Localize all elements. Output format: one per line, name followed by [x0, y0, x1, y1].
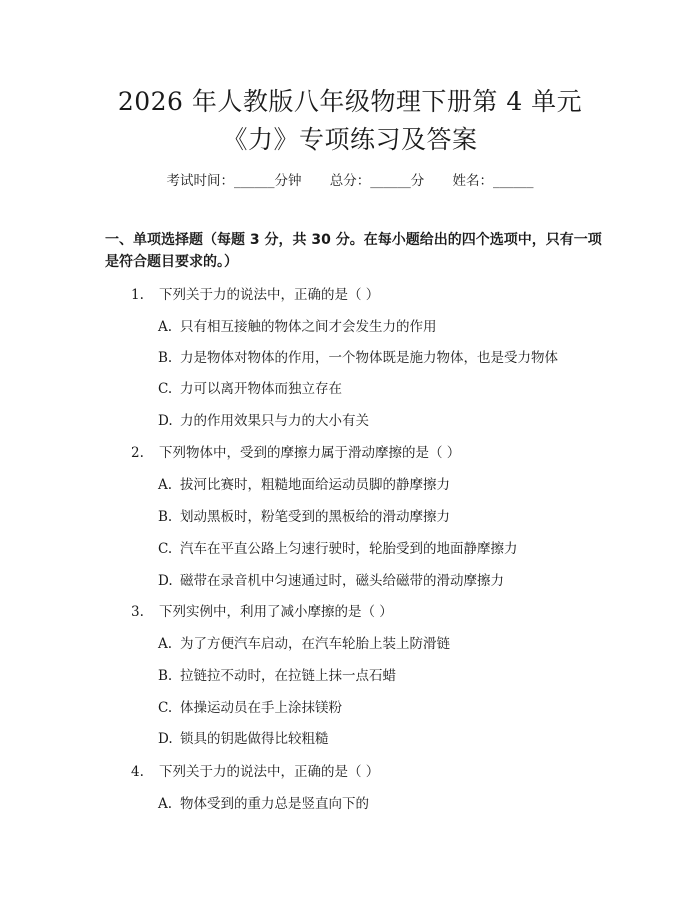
- page-title-line-2: 《力》专项练习及答案: [222, 125, 478, 154]
- option-text: 汽车在平直公路上匀速行驶时，轮胎受到的地面静摩擦力: [180, 541, 518, 557]
- question-2-option-d: [158, 569, 504, 589]
- question-1-option-d: [158, 409, 369, 429]
- option-letter: B.: [158, 668, 173, 684]
- question-3-option-d: [158, 727, 329, 747]
- question-number: 2.: [131, 445, 144, 461]
- option-text: 拔河比赛时，粗糙地面给运动员脚的静摩擦力: [180, 477, 450, 493]
- question-3: [131, 600, 393, 620]
- question-2-option-b: [158, 505, 450, 525]
- question-4-option-a: [158, 792, 369, 812]
- question-3-option-c: [158, 696, 342, 716]
- option-letter: C.: [158, 381, 173, 397]
- question-number: 1.: [131, 287, 144, 303]
- page-title-line-1: 2026 年人教版八年级物理下册第 4 单元: [117, 87, 583, 116]
- option-letter: C.: [158, 541, 173, 557]
- question-1-option-b: [158, 346, 558, 366]
- question-2-option-a: [158, 473, 450, 493]
- question-2: [131, 441, 460, 461]
- question-3-option-a: [158, 632, 450, 652]
- option-letter: B.: [158, 350, 173, 366]
- option-letter: B.: [158, 509, 173, 525]
- option-letter: A.: [158, 319, 173, 335]
- option-text: 锁具的钥匙做得比较粗糙: [180, 731, 329, 747]
- option-letter: D.: [158, 413, 173, 429]
- section-heading: 一、单项选择题（每题 3 分，共 30 分。在每小题给出的四个选项中，只有一项是符合题目要求的。）: [105, 232, 602, 270]
- question-text: 下列物体中，受到的摩擦力属于滑动摩擦的是（ ）: [159, 445, 461, 461]
- option-text: 体操运动员在手上涂抹镁粉: [180, 700, 342, 716]
- option-text: 磁带在录音机中匀速通过时，磁头给磁带的滑动摩擦力: [180, 573, 504, 589]
- question-4: [131, 760, 379, 780]
- option-text: 物体受到的重力总是竖直向下的: [180, 796, 369, 812]
- option-letter: C.: [158, 700, 173, 716]
- question-1-option-a: [158, 315, 437, 335]
- question-1-option-c: [158, 377, 342, 397]
- question-number: 4.: [131, 764, 144, 780]
- option-text: 力的作用效果只与力的大小有关: [180, 413, 369, 429]
- total-score-field: 总分：______分: [329, 173, 425, 189]
- option-text: 只有相互接触的物体之间才会发生力的作用: [180, 319, 437, 335]
- option-letter: A.: [158, 636, 173, 652]
- question-text: 下列关于力的说法中，正确的是（ ）: [159, 287, 380, 303]
- question-number: 3.: [131, 604, 144, 620]
- option-text: 力是物体对物体的作用，一个物体既是施力物体，也是受力物体: [180, 350, 558, 366]
- question-text: 下列关于力的说法中，正确的是（ ）: [159, 764, 380, 780]
- question-3-option-b: [158, 664, 396, 684]
- exam-info: [0, 169, 700, 189]
- exam-time-field: 考试时间：______分钟: [166, 173, 302, 189]
- option-text: 拉链拉不动时，在拉链上抹一点石蜡: [180, 668, 396, 684]
- option-letter: A.: [158, 477, 173, 493]
- option-text: 力可以离开物体而独立存在: [180, 381, 342, 397]
- student-name-field: 姓名：______: [452, 173, 534, 189]
- option-letter: D.: [158, 573, 173, 589]
- option-text: 为了方便汽车启动，在汽车轮胎上装上防滑链: [180, 636, 450, 652]
- option-letter: D.: [158, 731, 173, 747]
- option-text: 划动黑板时，粉笔受到的黑板给的滑动摩擦力: [180, 509, 450, 525]
- question-1: [131, 283, 379, 303]
- question-2-option-c: [158, 537, 518, 557]
- option-letter: A.: [158, 796, 173, 812]
- question-text: 下列实例中，利用了减小摩擦的是（ ）: [159, 604, 393, 620]
